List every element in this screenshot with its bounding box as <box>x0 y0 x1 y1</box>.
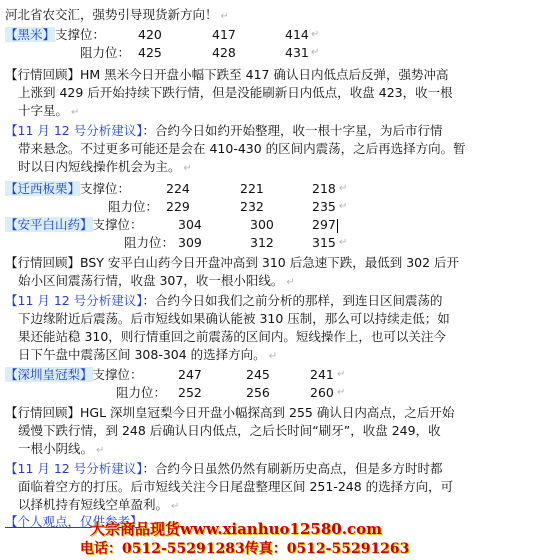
paragraph-mark-icon: ↵ <box>268 351 278 362</box>
paragraph-mark-icon: ↵ <box>286 277 295 288</box>
review3-tag: 【行情回顾】 <box>5 405 81 420</box>
black-rice-resist-2: 428 <box>212 45 236 60</box>
chestnut-resist-3: 235 <box>312 199 336 214</box>
yam-resist-1: 309 <box>178 235 202 250</box>
black-rice-support-row: 【黑米】支撑位： <box>5 27 106 42</box>
pear-support-3: 241 <box>310 367 334 382</box>
paragraph-mark-icon: ↵ <box>220 11 229 22</box>
black-rice-support-2: 417 <box>212 27 236 42</box>
advice2-line-1: 【11 月 12 号分析建议】：合约今日如我们之前分析的那样，到连日区间震荡的 <box>5 293 443 308</box>
advice3-line-2: 面临着空方的打压。后市短线关注今日尾盘整理区间 251-248 的选择方向，可 <box>18 479 454 494</box>
advice2-tag: 【11 月 12 号分析建议】 <box>5 293 143 308</box>
advice1-line-3: 时以日内短线操作机会为主。 ↵ <box>18 159 192 174</box>
pear-resist-row: 阻力位： <box>116 385 167 400</box>
pear-support-row: 【深圳皇冠梨】支撑位： <box>5 367 143 382</box>
review3-line-1: 【行情回顾】HGL 深圳皇冠梨今日开盘小幅探高到 255 确认日内高点，之后开始 <box>5 405 455 420</box>
footer-phone-line: 电话：0512-55291283传真：0512-55291263 <box>80 541 410 557</box>
black-rice-tag: 【黑米】 <box>5 27 56 42</box>
pear-support-2: 245 <box>246 367 270 382</box>
paragraph-mark-icon: ↵ <box>339 237 348 248</box>
paragraph-mark-icon: ↵ <box>71 107 80 118</box>
intro-line: 河北省农交汇，强势引导现货新方向！ ↵ <box>5 7 229 22</box>
yam-support-row: 【安平白山药】支撑位： <box>5 217 143 232</box>
yam-support-2: 300 <box>250 217 274 232</box>
chestnut-support-2: 221 <box>240 181 264 196</box>
review2-line-2: 始小区间震荡行情，收盘 307，收一根小阳线。 ↵ <box>18 273 295 288</box>
review3-line-3: 一根小阴线。 ↵ <box>18 441 105 456</box>
chestnut-tag: 【迁西板栗】 <box>5 181 81 196</box>
paragraph-mark-icon: ↵ <box>96 445 105 456</box>
paragraph-mark-icon: ↵ <box>311 29 320 40</box>
review1-line-1: 【行情回顾】HM 黑米今日开盘小幅下跌至 417 确认日内低点后反弹，强势冲高 <box>5 67 449 82</box>
advice1-tag: 【11 月 12 号分析建议】 <box>5 123 143 138</box>
paragraph-mark-icon: ↵ <box>339 201 348 212</box>
advice3-tag: 【11 月 12 号分析建议】 <box>5 461 143 476</box>
chestnut-support-3: 218 <box>312 181 336 196</box>
advice2-line-2: 下边缘附近后震荡。后市短线如果确认能被 310 压制，那么可以持续走低；如 <box>18 311 450 326</box>
pear-tag: 【深圳皇冠梨】 <box>5 367 93 382</box>
paragraph-mark-icon: ↵ <box>311 47 320 58</box>
chestnut-support-1: 224 <box>166 181 190 196</box>
paragraph-mark-icon: ↵ <box>171 501 180 512</box>
chestnut-resist-2: 232 <box>240 199 264 214</box>
chestnut-support-row: 【迁西板栗】支撑位： <box>5 181 131 196</box>
yam-support-3: 297 <box>312 217 336 232</box>
chestnut-resist-1: 229 <box>166 199 190 214</box>
black-rice-resist-1: 425 <box>138 45 162 60</box>
disclaimer: 【个人观点，仅供参考】 <box>5 514 143 529</box>
yam-resist-3: 315 <box>312 235 336 250</box>
black-rice-resist-3: 431 <box>285 45 309 60</box>
yam-tag: 【安平白山药】 <box>5 217 93 232</box>
yam-resist-2: 312 <box>250 235 274 250</box>
footer-url-line: 大宗商品现货www.xianhuo12580.com <box>90 520 382 538</box>
yam-support-1: 304 <box>178 217 202 232</box>
pear-support-1: 247 <box>178 367 202 382</box>
black-rice-resist-row: 阻力位： <box>80 45 131 60</box>
yam-resist-row: 阻力位： <box>124 235 175 250</box>
advice3-line-3: 以择机持有短线空单盈利。 ↵ <box>18 497 180 512</box>
advice1-line-1: 【11 月 12 号分析建议】：合约今日如约开始整理，收一根十字星，为后市行情 <box>5 123 443 138</box>
pear-resist-1: 252 <box>178 385 202 400</box>
text-cursor-icon <box>337 219 338 233</box>
paragraph-mark-icon: ↵ <box>337 369 346 380</box>
advice2-line-3: 果还能站稳 310，则行情重回之前震荡的区间内。短线操作上，也可以关注今 <box>18 329 446 344</box>
paragraph-mark-icon: ↵ <box>337 387 346 398</box>
pear-resist-2: 256 <box>246 385 270 400</box>
review3-line-2: 缓慢下跌行情，到 248 后确认日内低点，之后长时间“刷牙”，收盘 249，收 <box>18 423 441 438</box>
black-rice-support-1: 420 <box>138 27 162 42</box>
paragraph-mark-icon: ↵ <box>339 183 348 194</box>
advice3-line-1: 【11 月 12 号分析建议】：合约今日虽然仍然有刷新历史高点，但是多方时时都 <box>5 461 443 476</box>
review1-line-2: 上涨到 429 后开始持续下跌行情，但是没能刷新日内低点，收盘 423，收一根 <box>18 85 453 100</box>
review2-tag: 【行情回顾】 <box>5 255 81 270</box>
paragraph-mark-icon: ↵ <box>183 163 192 174</box>
review2-line-1: 【行情回顾】BSY 安平白山药今日开盘冲高到 310 后急速下跌，最低到 302 后开 <box>5 255 460 270</box>
pear-resist-3: 260 <box>310 385 334 400</box>
advice2-line-4: 日下午盘中震荡区间 308-304 的选择方向。 ↵ <box>18 347 278 362</box>
advice1-line-2: 带来悬念。不过更多可能还是会在 410-430 的区间内震荡，之后再选择方向。暂 <box>18 141 466 156</box>
black-rice-support-3: 414 <box>285 27 309 42</box>
review1-tag: 【行情回顾】 <box>5 67 81 82</box>
chestnut-resist-row: 阻力位： <box>108 199 159 214</box>
review1-line-3: 十字星。 ↵ <box>18 103 80 118</box>
